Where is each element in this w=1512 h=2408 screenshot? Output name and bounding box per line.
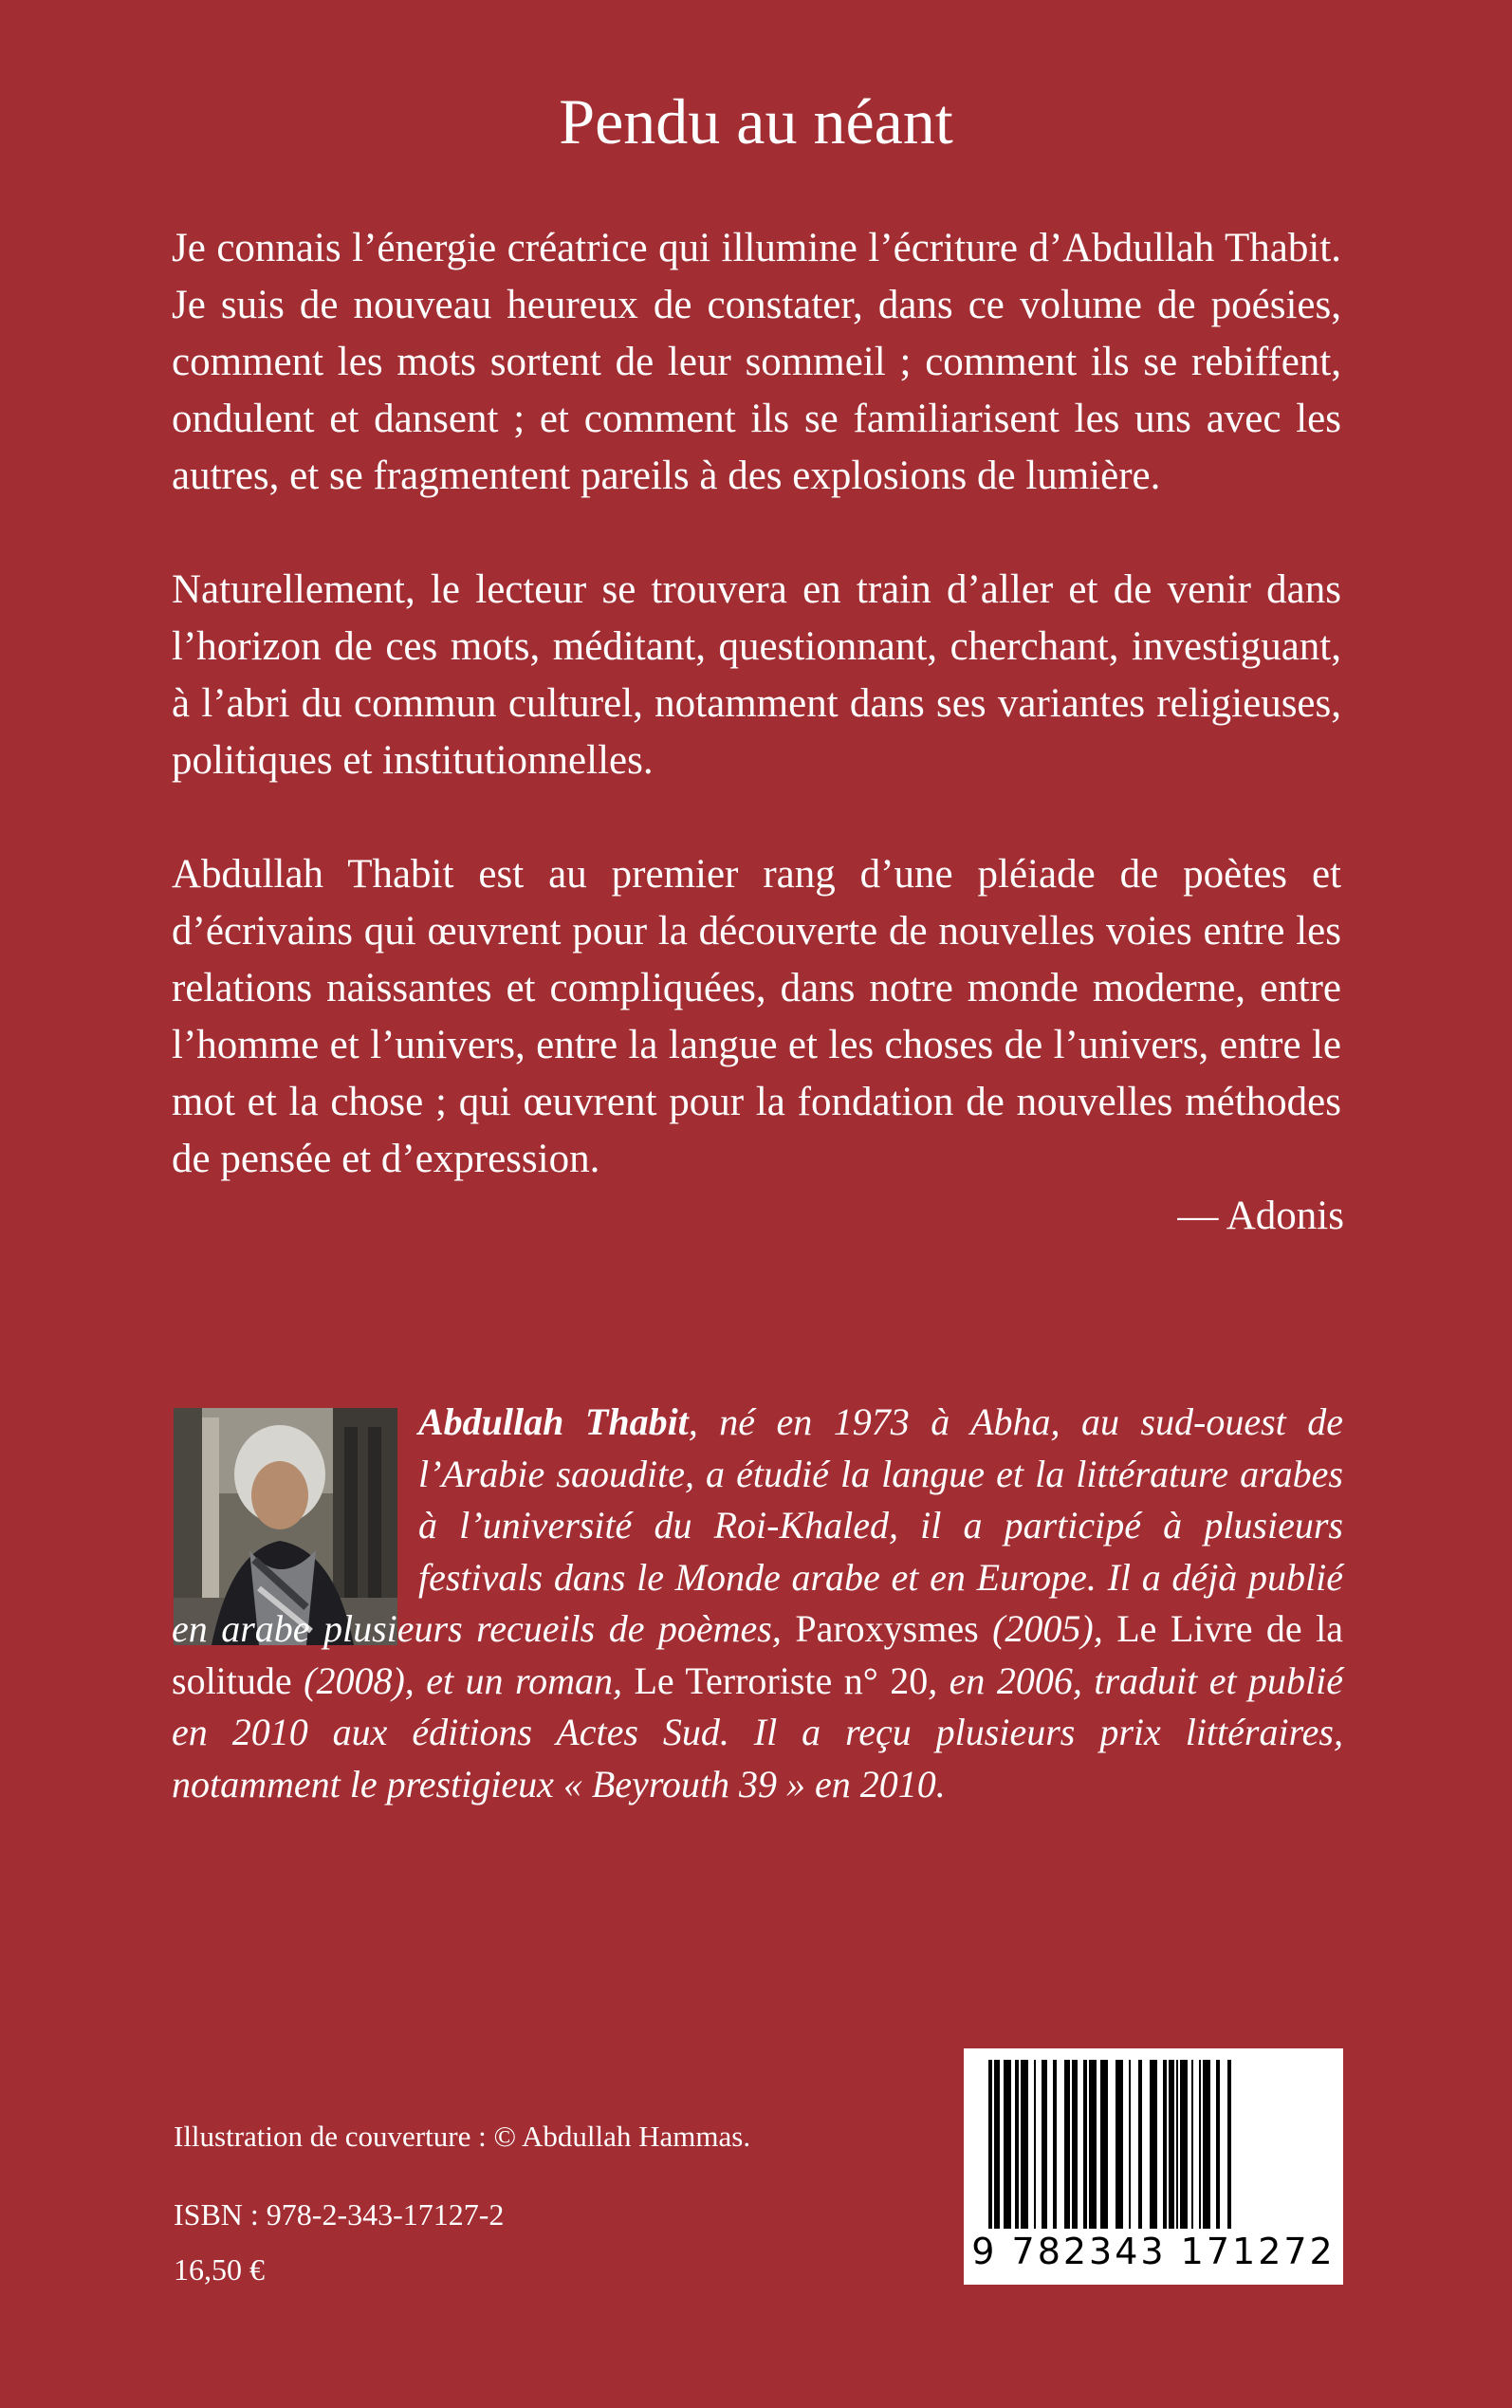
book-title: Pendu au néant [559,85,953,157]
barcode-bar [1163,2060,1167,2229]
barcode-bar [1138,2060,1142,2229]
barcode-bar [1089,2060,1097,2229]
barcode [964,2048,1343,2285]
blurb-paragraph-2: Naturellement, le lecteur se trouvera en train d’aller et de venir dans l’horizon de ces mots, méditant, questionnant, cherchant, investiguant, à l’abri du commun culturel, notamment dans ses variantes religieuses, politiques et institutionnelles. [172,567,1341,783]
barcode-bar [1150,2060,1157,2229]
barcode-bar [1227,2060,1231,2229]
barcode-bar [1064,2060,1070,2229]
barcode-bar [1072,2060,1078,2229]
barcode-bar [1203,2060,1210,2229]
quote-signature: — Adonis [1177,1194,1344,1238]
barcode-bar [1053,2060,1057,2229]
isbn-text: ISBN : 978-2-343-17127-2 [174,2197,505,2232]
bio-author-name: Abdullah Thabit [418,1400,689,1443]
price-text: 16,50 € [174,2252,265,2287]
barcode-bar [1083,2060,1087,2229]
barcode-bar [994,2060,1000,2229]
barcode-bar [1100,2060,1108,2229]
bio-text-3: (2008), et un roman, [291,1658,635,1702]
bio-work-2: Le Livre de la solitude [172,1607,1343,1702]
cover-illustration-credit: Illustration de couverture : © Abdullah Hammas. [174,2120,751,2153]
bio-text-4: , en 2006, traduit et publié en 2010 aux éditions Actes Sud. Il a reçu plusieurs prix littéraires, notamment le prestigieux « Beyrouth 39 » en 2010. [172,1658,1344,1806]
blurb-paragraph-3: Abdullah Thabit est au premier rang d’une pléiade de poètes et d’écrivains qui œuvrent pour la découverte de nouvelles voies entre les relations naissantes et compliquées, dans notre monde moderne, entre l’homme et l’univers, entre la langue et les choses de l’univers, entre le mot et la chose ; qui œuvrent pour la fondation de nouvelles méthodes de pensée et d’expression. [172,852,1341,1181]
barcode-bar [1034,2060,1036,2229]
barcode-bar [1015,2060,1019,2229]
barcode-bar [1004,2060,1011,2229]
barcode-bar [1129,2060,1131,2229]
author-bio [172,1397,1343,1810]
bio-work-3: Le Terroriste n° 20 [634,1658,929,1702]
barcode-bar [1042,2060,1047,2229]
barcode-bar [1199,2060,1201,2229]
barcode-bar [1169,2060,1174,2229]
barcode-bar [988,2060,992,2229]
blurb-paragraph-1: Je connais l’énergie créatrice qui illumine l’écriture d’Abdullah Thabit. Je suis de nouveau heureux de constater, dans ce volume de poésies, comment les mots sortent de leur sommeil ; comment ils se rebiffent, ondulent et dansent ; et comment ils se familiarisent les uns avec les autres, et se fragmentent pareils à des explosions de lumière. [172,226,1341,498]
bio-work-1: Paroxysmes [795,1607,979,1650]
barcode-bar [1021,2060,1028,2229]
bio-text-2: (2005), [978,1607,1117,1650]
barcode-bar [1191,2060,1193,2229]
barcode-bar [1116,2060,1123,2229]
barcode-digits: 9 782343 171272 [971,2231,1336,2272]
barcode-bar [1180,2060,1188,2229]
barcode-bar [1216,2060,1220,2229]
bio-text-1: , né en 1973 à Abha, au sud-ouest de l’Arabie saoudite, a étudié la langue et la littérature arabes à l’université du Roi-Khaled, il a participé à plusieurs festivals dans le Monde arabe et en Europe. Il a déjà publié en arabe plusieurs recueils de poèmes, [172,1400,1343,1650]
barcode-bar [1176,2060,1178,2229]
